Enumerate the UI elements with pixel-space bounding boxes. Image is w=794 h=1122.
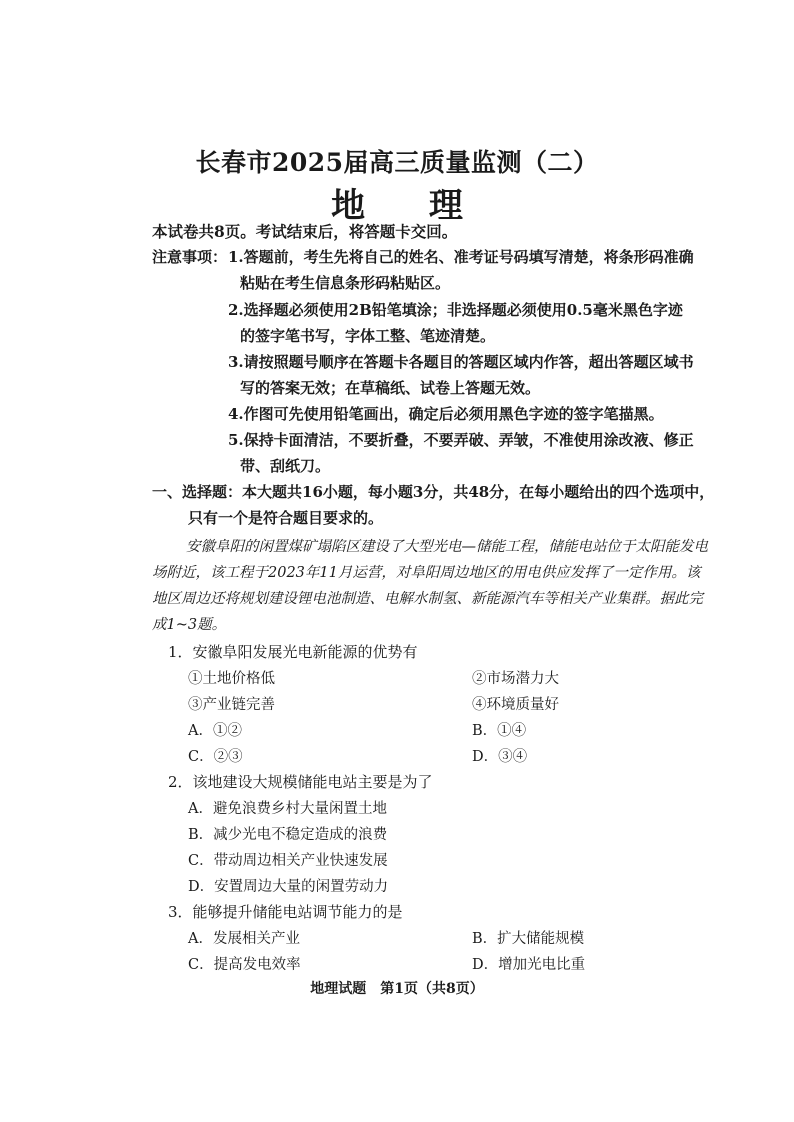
q1-item-2: ②市场潜力大 [472,671,559,687]
notice-item-1-line-2: 粘贴在考生信息条形码粘贴区。 [240,274,451,292]
page-footer: 地理试题 第1页（共8页） [310,981,484,997]
q1-option-b: B．①④ [472,723,527,739]
q3-option-c: C．提高发电效率 [188,957,301,973]
q3-option-a: A．发展相关产业 [188,931,300,947]
q1-option-d: D．③④ [472,749,528,765]
section-heading-line-2: 只有一个是符合题目要求的。 [188,509,384,527]
q2-option-a: A．避免浪费乡村大量闲置土地 [188,801,387,817]
q3-option-b: B．扩大储能规模 [472,931,585,947]
notice-item-2-line-1: 2.选择题必须使用2B铅笔填涂；非选择题必须使用0.5毫米黑色字迹 [228,301,683,319]
q1-item-3: ③产业链完善 [188,697,275,713]
passage-line-1: 安徽阜阳的闲置煤矿塌陷区建设了大型光电—储能工程，储能电站位于太阳能发电 [186,539,708,555]
q1-option-a: A．①② [188,723,242,739]
subject-title: 地 理 [331,186,489,226]
q1-option-c: C．②③ [188,749,243,765]
q1-item-4: ④环境质量好 [472,697,559,713]
passage-line-2: 场附近，该工程于2023年11月运营，对阜阳周边地区的用电供应发挥了一定作用。该 [152,565,701,581]
notice-item-4: 4.作图可先使用铅笔画出，确定后必须用黑色字迹的签字笔描黑。 [228,405,664,423]
notice-label: 注意事项： [152,248,228,266]
q2-option-c: C．带动周边相关产业快速发展 [188,853,388,869]
q2-option-d: D．安置周边大量的闲置劳动力 [188,879,389,895]
notice-item-2-line-2: 的签字笔书写，字体工整、笔迹清楚。 [240,327,496,345]
notice-item-1-line-1: 1.答题前，考生先将自己的姓名、准考证号码填写清楚，将条形码准确 [228,248,694,266]
exam-title: 长春市2025届高三质量监测（二） [195,148,599,177]
passage-line-4: 成1~3题。 [152,617,227,633]
q2-option-b: B．减少光电不稳定造成的浪费 [188,827,388,843]
section-heading-line-1: 一、选择题：本大题共16小题，每小题3分，共48分，在每小题给出的四个选项中， [152,483,715,501]
question-2-stem: 2．该地建设大规模储能电站主要是为了 [168,773,433,791]
notice-item-5-line-1: 5.保持卡面清洁，不要折叠，不要弄破、弄皱，不准使用涂改液、修正 [228,431,694,449]
intro-text: 本试卷共8页。考试结束后，将答题卡交回。 [152,222,458,241]
notice-item-5-line-2: 带、刮纸刀。 [240,457,331,475]
q1-item-1: ①土地价格低 [188,671,275,687]
question-1-stem: 1．安徽阜阳发展光电新能源的优势有 [168,643,418,661]
passage-line-3: 地区周边还将规划建设锂电池制造、电解水制氢、新能源汽车等相关产业集群。据此完 [152,591,703,607]
notice-item-3-line-2: 写的答案无效；在草稿纸、试卷上答题无效。 [240,379,541,397]
notice-item-3-line-1: 3.请按照题号顺序在答题卡各题目的答题区域内作答，超出答题区域书 [228,353,694,371]
question-3-stem: 3．能够提升储能电站调节能力的是 [168,903,403,921]
q3-option-d: D．增加光电比重 [472,957,586,973]
